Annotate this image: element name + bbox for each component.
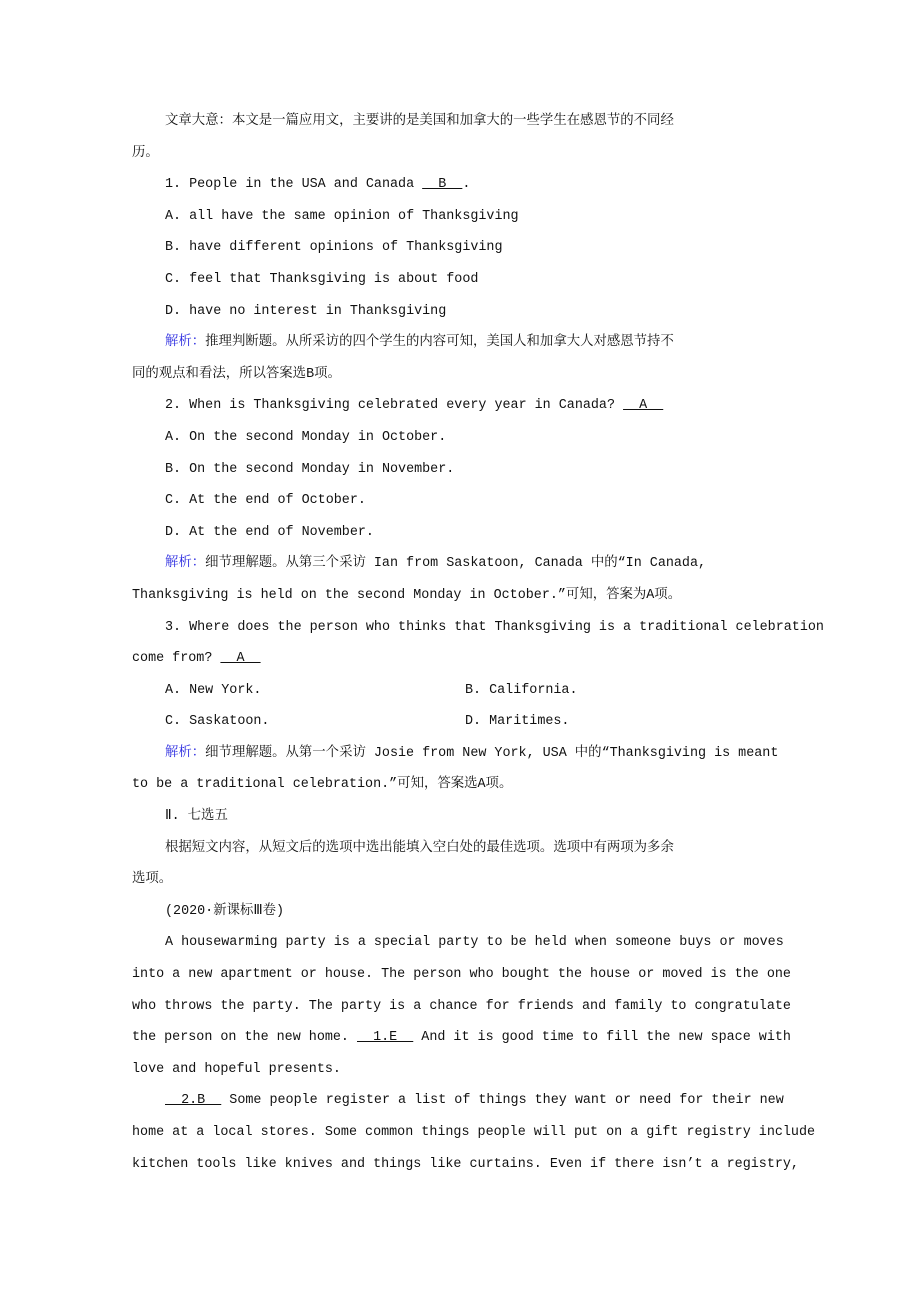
explanation-label: 解析： bbox=[165, 556, 206, 572]
passage-line bbox=[132, 1085, 832, 1117]
summary-label: 文章大意： bbox=[165, 114, 232, 129]
summary-line: 历。 bbox=[132, 145, 159, 161]
instructions: 选项。 bbox=[132, 872, 173, 888]
answer-blank: A bbox=[220, 651, 261, 667]
option: C. At the end of October. bbox=[165, 493, 366, 509]
explanation-text: 推理判断题。从所采访的四个学生的内容可知，美国人和加拿大人对感恩节持不 bbox=[205, 335, 674, 351]
explanation-label: 解析： bbox=[165, 335, 206, 351]
summary-line bbox=[132, 106, 832, 138]
stem-text: come from? bbox=[132, 651, 221, 667]
question-3-stem: 3. Where does the person who thinks that Thanksgiving is a traditional celebration bbox=[165, 619, 824, 635]
option: D. At the end of November. bbox=[165, 524, 374, 540]
passage-line: love and hopeful presents. bbox=[132, 1061, 341, 1077]
option: A. On the second Monday in October. bbox=[165, 429, 447, 445]
passage-text: the person on the new home. bbox=[132, 1030, 357, 1046]
option: A. New York. bbox=[165, 682, 262, 698]
explanation: 同的观点和看法，所以答案选B项。 bbox=[132, 366, 341, 382]
option-row bbox=[132, 675, 832, 707]
stem-text: 2. When is Thanksgiving celebrated every year in Canada? bbox=[165, 398, 624, 414]
passage-line: A housewarming party is a special party to be held when someone buys or moves bbox=[165, 935, 784, 951]
section-title: Ⅱ. 七选五 bbox=[165, 809, 228, 825]
explanation bbox=[132, 327, 832, 359]
passage-text: And it is good time to fill the new space with bbox=[413, 1030, 791, 1046]
option: D. have no interest in Thanksgiving bbox=[165, 303, 447, 319]
answer-blank: A bbox=[623, 398, 664, 414]
passage-text: Some people register a list of things they want or need for their new bbox=[221, 1093, 784, 1109]
option: B. California. bbox=[465, 682, 578, 698]
document-page bbox=[132, 106, 832, 1180]
option: C. Saskatoon. bbox=[165, 714, 270, 730]
explanation-text: 细节理解题。从第一个采访 Josie from New York, USA 中的“Thanksgiving is meant bbox=[205, 745, 779, 761]
question-2-stem bbox=[132, 390, 832, 422]
option: B. have different opinions of Thanksgiving bbox=[165, 240, 503, 256]
option: A. all have the same opinion of Thanksgiving bbox=[165, 208, 519, 224]
question-3-stem bbox=[132, 643, 832, 675]
explanation bbox=[132, 548, 832, 580]
explanation-text: 细节理解题。从第三个采访 Ian from Saskatoon, Canada 中的“In Canada, bbox=[205, 556, 707, 572]
question-1-stem bbox=[132, 169, 832, 201]
answer-blank: B bbox=[422, 177, 463, 193]
explanation: Thanksgiving is held on the second Monday in October.”可知，答案为A项。 bbox=[132, 587, 682, 603]
answer-blank: 1.E bbox=[357, 1030, 414, 1046]
option: C. feel that Thanksgiving is about food bbox=[165, 271, 479, 287]
instructions: 根据短文内容，从短文后的选项中选出能填入空白处的最佳选项。选项中有两项为多余 bbox=[165, 840, 674, 856]
passage-line: into a new apartment or house. The person who bought the house or moved is the one bbox=[132, 967, 791, 983]
option-row bbox=[132, 706, 832, 738]
source: (2020·新课标Ⅲ卷) bbox=[165, 903, 285, 919]
passage-line: home at a local stores. Some common things people will put on a gift registry include bbox=[132, 1125, 816, 1140]
option: B. On the second Monday in November. bbox=[165, 461, 455, 477]
explanation: to be a traditional celebration.”可知，答案选A项。 bbox=[132, 777, 513, 793]
passage-line: kitchen tools like knives and things like curtains. Even if there isn’t a registry, bbox=[132, 1156, 799, 1172]
explanation bbox=[132, 738, 832, 770]
answer-blank: 2.B bbox=[165, 1093, 222, 1109]
passage-line bbox=[132, 1022, 832, 1054]
option: D. Maritimes. bbox=[465, 714, 570, 730]
summary-text: 本文是一篇应用文，主要讲的是美国和加拿大的一些学生在感恩节的不同经 bbox=[231, 114, 674, 129]
stem-end: . bbox=[462, 177, 471, 193]
passage-line: who throws the party. The party is a chance for friends and family to congratulate bbox=[132, 998, 791, 1014]
explanation-label: 解析： bbox=[165, 745, 206, 761]
stem-text: 1. People in the USA and Canada bbox=[165, 177, 423, 193]
